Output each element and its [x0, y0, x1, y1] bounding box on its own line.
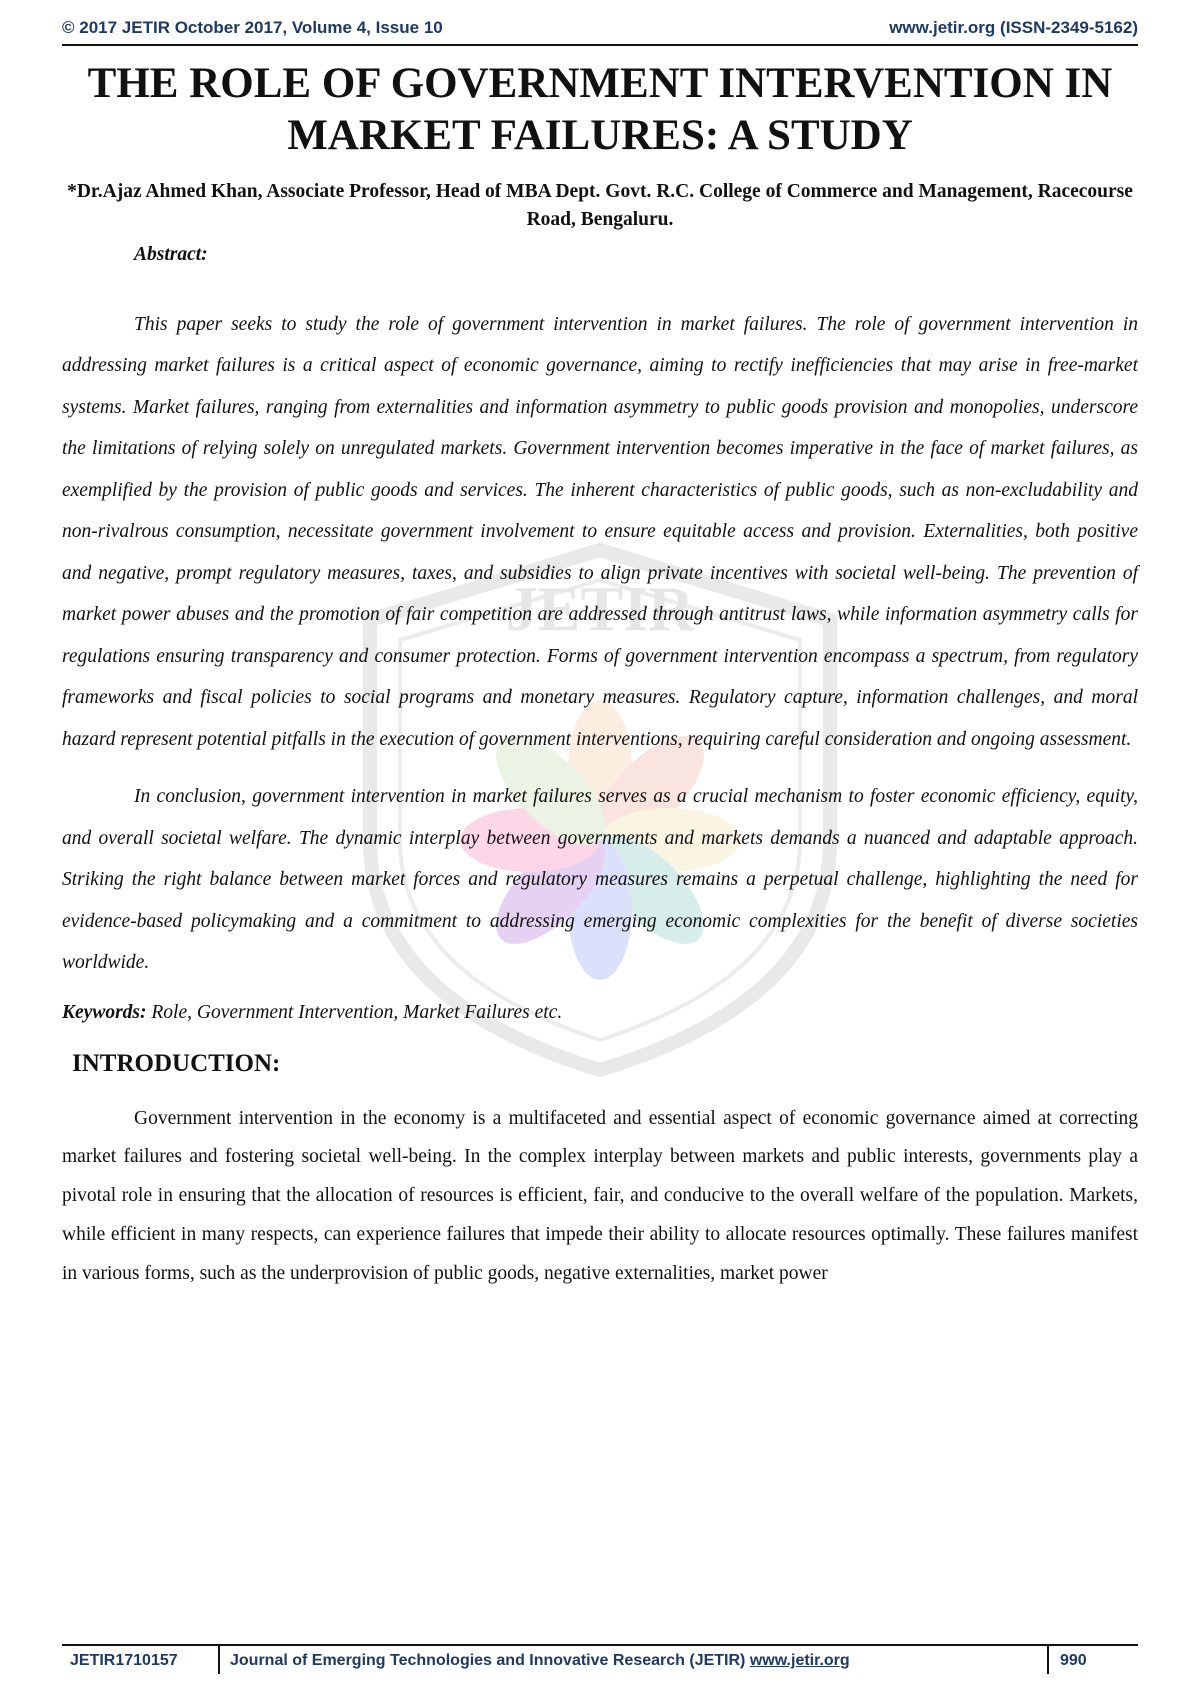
author-affiliation: *Dr.Ajaz Ahmed Khan, Associate Professor, Head of MBA Dept. Govt. R.C. College of Commerce and Management, Racecourse Road, Bengaluru. — [67, 181, 1133, 230]
keywords-label: Keywords: — [62, 1001, 147, 1023]
footer-journal-name: Journal of Emerging Technologies and Innovative Research (JETIR) — [230, 1652, 750, 1669]
footer-journal — [230, 1652, 850, 1670]
header-citation: © 2017 JETIR October 2017, Volume 4, Issue 10 — [62, 18, 443, 37]
footer-divider — [1047, 1646, 1049, 1674]
footer-paper-id: JETIR1710157 — [70, 1652, 178, 1669]
abstract-paragraph-1: This paper seeks to study the role of government intervention in market failures. The role of government intervention in addressing market failures is a critical aspect of economic governance, aiming to rectify inefficiencies that may arise in free-market systems. Market failures, ranging from externalities and information asymmetry to public goods provision and monopolies, underscore the limitations of relying solely on unregulated markets. Government intervention becomes imperative in the face of market failures, as exemplified by the provision of public goods and services. The inherent characteristics of public goods, such as non-excludability and non-rivalrous consumption, necessitate government involvement to ensure equitable access and provision. Externalities, both positive and negative, prompt regulatory measures, taxes, and subsidies to align private incentives with societal well-being. The prevention of market power abuses and the promotion of fair competition are addressed through antitrust laws, while information asymmetry calls for regulations ensuring transparency and consumer protection. Forms of government intervention encompass a spectrum, from regulatory frameworks and fiscal policies to social programs and monetary measures. Regulatory capture, information challenges, and moral hazard represent potential pitfalls in the execution of government interventions, requiring careful consideration and ongoing assessment. — [62, 313, 1138, 750]
svg-text:JETIR: JETIR — [505, 573, 695, 644]
running-header — [62, 14, 1138, 46]
introduction-paragraph-1: Government intervention in the economy is a multifaceted and essential aspect of economic governance aimed at correcting market failures and fostering societal well-being. In the complex interplay between markets and public interests, governments play a pivotal role in ensuring that the allocation of resources is efficient, fair, and conducive to the overall welfare of the population. Markets, while efficient in many respects, can experience failures that impede their ability to allocate resources optimally. These failures manifest in various forms, such as the underprovision of public goods, negative externalities, market power — [62, 1107, 1138, 1284]
page-content — [62, 58, 1138, 1293]
header-website: www.jetir.org (ISSN-2349-5162) — [889, 18, 1138, 37]
footer-journal-link[interactable]: www.jetir.org — [749, 1652, 850, 1669]
abstract-section — [62, 234, 1138, 984]
page-number: 990 — [1060, 1652, 1087, 1669]
introduction-heading: INTRODUCTION: — [72, 1049, 281, 1077]
keywords-text: Role, Government Intervention, Market Failures etc. — [146, 1001, 563, 1023]
keywords — [62, 998, 1138, 1028]
running-footer — [62, 1644, 1138, 1676]
introduction-section — [62, 1050, 1138, 1294]
footer-divider — [218, 1646, 220, 1674]
abstract-heading: Abstract: — [134, 244, 208, 265]
abstract-paragraph-2: In conclusion, government intervention in market failures serves as a crucial mechanism to foster economic efficiency, equity, and overall societal welfare. The dynamic interplay between governments and markets demands a nuanced and adaptable approach. Striking the right balance between market forces and regulatory measures remains a perpetual challenge, highlighting the need for evidence-based policymaking and a commitment to addressing emerging economic complexities for the benefit of diverse societies worldwide. — [62, 786, 1138, 973]
paper-title: THE ROLE OF GOVERNMENT INTERVENTION IN MARKET FAILURES: A STUDY — [87, 60, 1113, 159]
